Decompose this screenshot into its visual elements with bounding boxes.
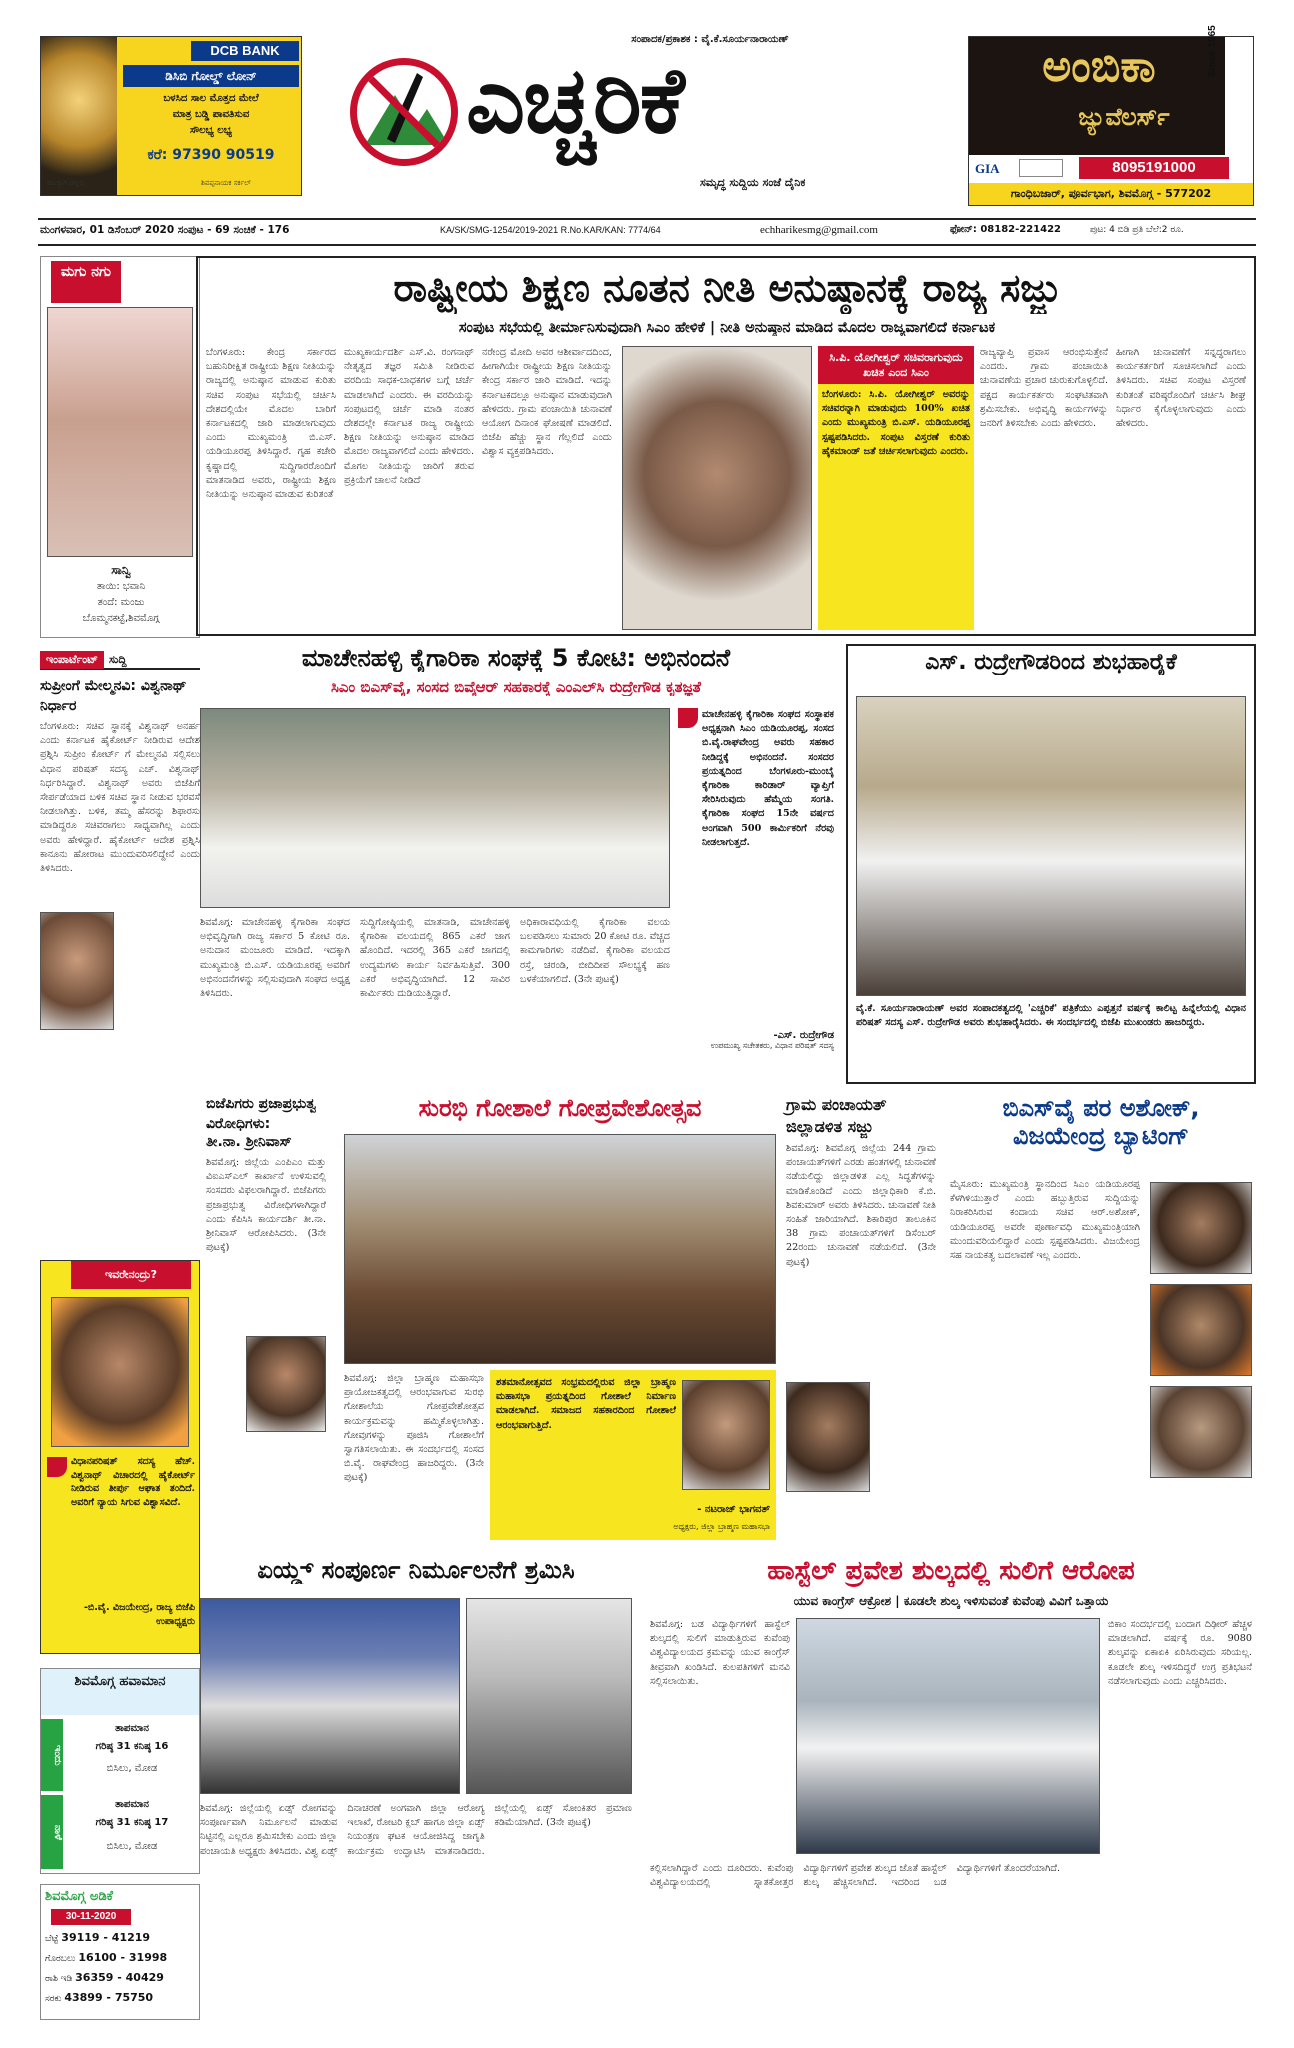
dcb-line1: ಬಳಸಿದ ಸಾಲ ಮೊತ್ತದ ಮೇಲೆ <box>163 93 259 104</box>
rudregowda-story <box>846 644 1256 1084</box>
hostel-caption: ಕಲ್ಲಿಸಲಾಗಿದ್ದಾರೆ ಎಂದು ದೂರಿದರು. ಕುವೆಂಪು ವಿಶ್ವವಿದ್ಯಾಲಯದಲ್ಲಿ ಸ್ನಾತಕೋತ್ತರ ವಿದ್ಯಾರ್ಥಿಗಳಿಗೆ ಪ್ರವೇಶ ಶುಲ್ಕದ ಜೊತೆ ಹಾಸ್ಟೆಲ್ ಶುಲ್ಕ ಹೆಚ್ಚಿಸಲಾಗಿದೆ. ಇದರಿಂದ ಬಡ ವಿದ್ಯಾರ್ಥಿಗಳಿಗೆ ತೊಂದರೆಯಾಗಿದೆ. <box>650 1863 1060 1889</box>
machenahalli-quote-role: ಉಪಮುಖ್ಯ ಸಚೇತಕರು, ವಿಧಾನ ಪರಿಷತ್ ಸದಸ್ಯ <box>710 1041 834 1050</box>
important-news-box <box>40 648 200 1208</box>
quote-mark-icon <box>678 708 698 728</box>
hostel-story <box>646 1556 1256 2026</box>
lead-sidebar-caption: ಸಿ.ಪಿ. ಯೋಗೀಶ್ವರ್ ಸಚಿವರಾಗುವುದು ಖಚಿತ ಎಂದ ಸಿಎಂ <box>818 346 974 384</box>
rate-type: ಸರಕು <box>45 1994 62 2004</box>
registration-number: KA/SK/SMG-1254/2019-2021 R.No.KAR/KAN: 7774/64 <box>440 225 661 235</box>
rate-value: 16100 - 31998 <box>78 1951 168 1964</box>
ambika-name: ಅಂಬಿಕಾ <box>1042 41 1156 92</box>
ashok-headline-1[interactable]: ಬಿಎಸ್‌ವೈ ಪರ ಅಶೋಕ್, <box>1002 1094 1200 1122</box>
vishwanath-photo <box>40 912 114 1030</box>
dcb-foot2: ಶಿವಪ್ಪನಾಯಕ ಸರ್ಕಲ್ <box>201 179 251 187</box>
vijayendra-photo <box>51 1297 189 1447</box>
sc-headline: ಸುಪ್ರೀಂಗೆ ಮೇಲ್ಮನವಿ: ವಿಶ್ವನಾಥ್ ನಿರ್ಧಾರ <box>40 678 187 714</box>
bjp-name: ತೀ.ನಾ. ಶ್ರೀನಿವಾಸ್ <box>206 1134 292 1150</box>
rate-row <box>45 1991 197 2004</box>
price: ಪುಟ: 4 ಬಿಡಿ ಪ್ರತಿ ಬೆಲೆ:2 ರೂ. <box>1090 225 1184 235</box>
ad-dcb-bank[interactable] <box>40 36 302 196</box>
ambika-since: Since 1965 <box>1207 25 1218 77</box>
dcb-logo: DCB BANK <box>191 41 299 61</box>
weather-tomorrow-label: ತಾಪಮಾನ <box>115 1799 149 1810</box>
srinivas-photo <box>246 1336 326 1432</box>
phone: ಫೋನ್: 08182-221422 <box>950 224 1062 235</box>
rudregowda-photo <box>856 696 1246 996</box>
weather-today-tag: ಇಂದು <box>41 1719 63 1791</box>
important-tag-label: ಇಂಪಾರ್ಟೆಂಟ್ <box>40 651 104 669</box>
machenahalli-quote <box>678 708 834 1082</box>
aids-headline[interactable]: ಏಯ್ಡ್ಸ್ ಸಂಪೂರ್ಣ ನಿರ್ಮೂಲನೆಗೆ ಶ್ರಮಿಸಿ <box>257 1556 575 1584</box>
aids-photo-2 <box>466 1598 632 1794</box>
gold-necklace-image <box>41 37 117 195</box>
ashok-photo-1 <box>1150 1182 1252 1274</box>
lead-story <box>196 256 1256 636</box>
rate-value: 39119 - 41219 <box>61 1931 151 1944</box>
important-tag-label2: ಸುದ್ದಿ <box>109 653 127 666</box>
sc-text: ಬೆಂಗಳೂರು: ಸಚಿವ ಸ್ಥಾನಕ್ಕೆ ವಿಶ್ವನಾಥ್ ಅನರ್ಹ ಎಂದು ಕರ್ನಾಟಕ ಹೈಕೋರ್ಟ್ ನೀಡಿರುವ ಆದೇಶ ಪ್ರಶ್ನಿಸಿ ಸುಪ್ರೀಂ ಕೋರ್ಟ್ ಗೆ ಮೇಲ್ಮನವಿ ಸಲ್ಲಿಸಲು ವಿಧಾನ ಪರಿಷತ್ ಸದಸ್ಯ ಎಚ್. ವಿಶ್ವನಾಥ್ ನಿರ್ಧರಿಸಿದ್ದಾರೆ. ವಿಶ್ವನಾಥ್ ಅವರು ಬಿಜೆಪಿಗೆ ಸೇರ್ಪಡೆಯಾದ ಬಳಿಕ ಸಚಿವ ಸ್ಥಾನ ನೀಡುವ ಭರವಸೆ ನೀಡಲಾಗಿತ್ತು. ಬಳಿಕ, ತಮ್ಮ ಹೆಸರನ್ನು ಶಿಫಾರಸು ಮಾಡಿದ್ದರೂ ಸಚಿವರಾಗಲು ಸಾಧ್ಯವಾಗಿಲ್ಲ ಎಂದು ಅವರು ಹೇಳಿದ್ದಾರೆ. ಹೈಕೋರ್ಟ್ ಆದೇಶ ಪ್ರಶ್ನಿಸಿ ಕಾನೂನು ಹೋರಾಟ ಮುಂದುವರಿಸಲಿದ್ದೇನೆ ಎಂದು ತಿಳಿಸಿದರು. <box>40 721 200 875</box>
arecanut-box <box>40 1884 200 2020</box>
rudregowda-headline[interactable]: ಎಸ್. ರುದ್ರೇಗೌಡರಿಂದ ಶುಭಹಾರೈಕೆ <box>925 650 1177 675</box>
machenahalli-headline[interactable]: ಮಾಚೇನಹಳ್ಳಿ ಕೈಗಾರಿಕಾ ಸಂಘಕ್ಕೆ 5 ಕೋಟಿ: ಅಭಿನಂದನೆ <box>301 644 731 672</box>
kid-mother: ತಾಯಿ: ಭವಾನಿ <box>96 581 146 592</box>
hallmark-icon <box>1019 159 1063 177</box>
rate-row <box>45 1951 197 1964</box>
hostel-headline[interactable]: ಹಾಸ್ಟೆಲ್ ಪ್ರವೇಶ ಶುಲ್ಕದಲ್ಲಿ ಸುಲಿಗೆ ಆರೋಪ <box>767 1556 1135 1586</box>
gp-headline[interactable]: ಗ್ರಾಮ ಪಂಚಾಯತ್ ಜಿಲ್ಲಾಡಳಿತ ಸಜ್ಜು <box>786 1095 887 1136</box>
cm-photo <box>622 346 812 630</box>
dcb-phone[interactable]: ಕರೆ: 97390 90519 <box>147 147 275 163</box>
lead-sidebar <box>818 346 974 630</box>
quote-mark-icon <box>47 1457 67 1477</box>
dateline: ಮಂಗಳವಾರ, 01 ಡಿಸೆಂಬರ್ 2020 ಸಂಪುಟ - 69 ಸಂಚಿಕೆ - 176 <box>40 224 290 236</box>
rate-row <box>45 1931 197 1944</box>
ambika-address: ಗಾಂಧಿಬಜಾರ್, ಪೂರ್ವಭಾಗ, ಶಿವಮೊಗ್ಗ - 577202 <box>969 183 1253 205</box>
hostel-subhead: ಯುವ ಕಾಂಗ್ರೆಸ್ ಆಕ್ರೋಶ | ಕೂಡಲೇ ಶುಲ್ಕ ಇಳಿಸುವಂತೆ ಕುವೆಂಪು ವಿವಿಗೆ ಒತ್ತಾಯ <box>793 1594 1109 1608</box>
quote-header: ಇವರೇನಂದ್ರು? <box>71 1261 191 1289</box>
dcb-foot1: ಹಣಕ್ಕಾಗಿ ಚಿನ್ನವು <box>47 179 85 187</box>
surabhi-text: ಶಿವಮೊಗ್ಗ: ಜಿಲ್ಲಾ ಬ್ರಾಹ್ಮಣ ಮಹಾಸಭಾ ಪ್ರಾಯೋಜಕತ್ವದಲ್ಲಿ ಆರಂಭವಾಗುವ ಸುರಭಿ ಗೋಶಾಲೆಯ ಗೋಪ್ರವೇಶೋತ್ಸವ ಕಾರ್ಯಕ್ರಮವನ್ನು ಹಮ್ಮಿಕೊಳ್ಳಲಾಗಿತ್ತು. ಗೋವುಗಳನ್ನು ಪೂಜಿಸಿ ಗೋಶಾಲೆಗೆ ಸ್ವಾಗತಿಸಲಾಯಿತು. ಈ ಸಂದರ್ಭದಲ್ಲಿ ಸಂಸದ ಬಿ.ವೈ. ರಾಘವೇಂದ್ರ ಹಾಜರಿದ್ದರು. (3ನೇ ಪುಟಕ್ಕೆ) <box>344 1373 484 1484</box>
aids-story <box>196 1556 636 2026</box>
bjp-headline[interactable]: ಬಿಜೆಪಿಗರು ಪ್ರಜಾಪ್ರಭುತ್ವ ವಿರೋಧಿಗಳು: <box>206 1096 317 1132</box>
lead-col-5: ರಾಜ್ಯವ್ಯಾಪ್ತಿ ಪ್ರವಾಸ ಆರಂಭಿಸುತ್ತೇನೆ ಎಂದರು. ಗ್ರಾಮ ಪಂಚಾಯಿತಿ ಚುನಾವಣೆಯ ಪ್ರಚಾರ ಚುರುಕುಗೊಳ್ಳಲಿದೆ. ಪಕ್ಷದ ಕಾರ್ಯಕರ್ತರು ಸಂಘಟಿತವಾಗಿ ಶ್ರಮಿಸಬೇಕು. ಅಭಿವೃದ್ಧಿ ಕಾರ್ಯಗಳನ್ನು ಜನರಿಗೆ ತಿಳಿಸಬೇಕು ಎಂದು ಹೇಳಿದರು. <box>980 347 1108 430</box>
kid-header: ಮಗು ನಗು <box>51 261 121 303</box>
kid-name: ಸಾನ್ವಿ <box>111 563 131 577</box>
hostel-col-1: ಶಿವಮೊಗ್ಗ: ಬಡ ವಿದ್ಯಾರ್ಥಿಗಳಿಗೆ ಹಾಸ್ಟೆಲ್ ಶುಲ್ಕದಲ್ಲಿ ಸುಲಿಗೆ ಮಾಡುತ್ತಿರುವ ಕುವೆಂಪು ವಿಶ್ವವಿದ್ಯಾಲಯದ ಕ್ರಮವನ್ನು ಯುವ ಕಾಂಗ್ರೆಸ್ ತೀವ್ರವಾಗಿ ಖಂಡಿಸಿದೆ. ಕುಲಪತಿಗಳಿಗೆ ಮನವಿ ಸಲ್ಲಿಸಲಾಯಿತು. <box>650 1619 790 1687</box>
machenahalli-col-2: ಸುದ್ದಿಗೋಷ್ಠಿಯಲ್ಲಿ ಮಾತನಾಡಿ, ಮಾಚೇನಹಳ್ಳಿ ಕೈಗಾರಿಕಾ ವಲಯದಲ್ಲಿ 865 ಎಕರೆ ಜಾಗ ಹೊಂದಿದೆ. ಇದರಲ್ಲಿ 365 ಎಕರೆ ಜಾಗದಲ್ಲಿ ಉದ್ಯಮಗಳು ಕಾರ್ಯ ನಿರ್ವಹಿಸುತ್ತಿವೆ. 300 ಎಕರೆ ಅಭಿವೃದ್ಧಿಯಾಗಿದೆ. 12 ಸಾವಿರ ಕಾರ್ಮಿಕರು ದುಡಿಯುತ್ತಿದ್ದಾರೆ. <box>360 917 510 1000</box>
surabhi-quote-role: ಅಧ್ಯಕ್ಷರು, ಜಿಲ್ಲಾ ಬ್ರಾಹ್ಮಣ ಮಹಾಸಭಾ <box>673 1522 770 1531</box>
surabhi-quote-text: ಶತಮಾನೋತ್ಸವದ ಸಂಭ್ರಮದಲ್ಲಿರುವ ಜಿಲ್ಲಾ ಬ್ರಾಹ್ಮಣ ಮಹಾಸಭಾ ಪ್ರಯತ್ನದಿಂದ ಗೋಶಾಲೆ ನಿರ್ಮಾಣ ಮಾಡಲಾಗಿದೆ. ಸಮಾಜದ ಸಹಕಾರದಿಂದ ಗೋಶಾಲೆ ಆರಂಭವಾಗುತ್ತಿದೆ. <box>496 1377 676 1431</box>
bjp-story <box>200 1108 201 1109</box>
dcb-line3: ಸೌಲಭ್ಯ ಲಭ್ಯ <box>190 125 232 136</box>
lead-headline[interactable]: ರಾಷ್ಟ್ರೀಯ ಶಿಕ್ಷಣ ನೂತನ ನೀತಿ ಅನುಷ್ಠಾನಕ್ಕೆ ರಾಜ್ಯ ಸಜ್ಜು <box>393 266 1061 310</box>
surabhi-headline[interactable]: ಸುರಭಿ ಗೋಶಾಲೆ ಗೋಪ್ರವೇಶೋತ್ಸವ <box>418 1094 702 1122</box>
weather-tomorrow-tag: ನಾಳೆ <box>41 1795 63 1869</box>
dc-photo <box>786 1382 870 1492</box>
masthead <box>0 0 1294 236</box>
weather-box <box>40 1668 200 1874</box>
aids-text: ಶಿವಮೊಗ್ಗ: ಜಿಲ್ಲೆಯಲ್ಲಿ ಏಡ್ಸ್ ರೋಗವನ್ನು ಸಂಪೂರ್ಣವಾಗಿ ನಿರ್ಮೂಲನೆ ಮಾಡುವ ನಿಟ್ಟಿನಲ್ಲಿ ಎಲ್ಲರೂ ಶ್ರಮಿಸಬೇಕು ಎಂದು ಜಿಲ್ಲಾ ಪಂಚಾಯತಿ ಅಧ್ಯಕ್ಷರು ತಿಳಿಸಿದರು. ವಿಶ್ವ ಏಡ್ಸ್ ದಿನಾಚರಣೆ ಅಂಗವಾಗಿ ಜಿಲ್ಲಾ ಆರೋಗ್ಯ ಇಲಾಖೆ, ರೋಟರಿ ಕ್ಲಬ್ ಹಾಗೂ ಜಿಲ್ಲಾ ಏಡ್ಸ್ ನಿಯಂತ್ರಣ ಘಟಕ ಆಯೋಜಿಸಿದ್ದ ಜಾಗೃತಿ ಕಾರ್ಯಕ್ರಮ ಉದ್ಘಾಟಿಸಿ ಮಾತನಾಡಿದರು. ಜಿಲ್ಲೆಯಲ್ಲಿ ಏಡ್ಸ್ ಸೋಂಕಿತರ ಪ್ರಮಾಣ ಕಡಿಮೆಯಾಗಿದೆ. (3ನೇ ಪುಟಕ್ಕೆ) <box>200 1803 632 1857</box>
lead-col-2: ಮುಖ್ಯಕಾರ್ಯದರ್ಶಿ ಎಸ್.ವಿ. ರಂಗನಾಥ್ ನೇತೃತ್ವದ ತಜ್ಞರ ಸಮಿತಿ ನೀಡಿರುವ ವರದಿಯ ಸಾಧಕ-ಬಾಧಕಗಳ ಬಗ್ಗೆ ಚರ್ಚೆ ಮಾಡಲಾಗಿದೆ ಎಂದರು. ಈ ವರದಿಯನ್ನು ಸಂಪುಟದಲ್ಲಿ ಚರ್ಚೆ ಮಾಡಿ ನಂತರ ದೇಶದಲ್ಲೇ ಕರ್ನಾಟಕ ರಾಜ್ಯ ರಾಷ್ಟ್ರೀಯ ಶಿಕ್ಷಣ ನೀತಿಯನ್ನು ಅನುಷ್ಠಾನ ಮಾಡಿದ ಮೊದಲ ರಾಜ್ಯವಾಗಲಿದೆ ಎಂದು ಹೇಳಿದರು. ಮೊಗಲ ನೀತಿಯನ್ನು ಜಾರಿಗೆ ತರುವ ಪ್ರಕ್ರಿಯೆಗೆ ಚಾಲನೆ ನೀಡಿದೆ <box>344 347 474 486</box>
rudregowda-caption: ವೈ.ಕೆ. ಸೂರ್ಯನಾರಾಯಣ್ ಅವರ ಸಂಪಾದಕತ್ವದಲ್ಲಿ 'ಎಚ್ಚರಿಕೆ' ಪತ್ರಿಕೆಯು ಎಪ್ಪತ್ತನೆ ವರ್ಷಕ್ಕೆ ಕಾಲಿಟ್ಟ ಹಿನ್ನೆಲೆಯಲ್ಲಿ ವಿಧಾನ ಪರಿಷತ್ ಸದಸ್ಯ ಎಸ್. ರುದ್ರೇಗೌಡ ಅವರು ಶುಭಹಾರೈಸಿದರು. ಈ ಸಂದರ್ಭದಲ್ಲಿ ಬಿಜೆಪಿ ಮುಖಂಡರು ಹಾಜರಿದ್ದರು. <box>856 1003 1246 1029</box>
aids-photo-1 <box>200 1598 460 1794</box>
ashok-photo-3 <box>1150 1386 1252 1478</box>
weather-tomorrow-value: ಗರಿಷ್ಠ 31 ಕನಿಷ್ಠ 17 <box>95 1817 169 1828</box>
gia-logo: GIA <box>975 161 1000 176</box>
kid-father: ತಂದೆ: ಮಂಜು <box>97 597 145 608</box>
machenahalli-quote-by: -ಎಸ್. ರುದ್ರೇಗೌಡ <box>773 1030 834 1041</box>
rate-type: ಗೊರಬಲು <box>45 1954 76 1964</box>
weather-today-value: ಗರಿಷ್ಠ 31 ಕನಿಷ್ಠ 16 <box>95 1741 169 1752</box>
ad-ambika-jewellers[interactable] <box>968 25 1254 206</box>
ambika-phone[interactable]: 8095191000 <box>1079 157 1229 179</box>
lead-sidebar-text: ಬೆಂಗಳೂರು: ಸಿ.ಪಿ. ಯೋಗೀಶ್ವರ್ ಅವರನ್ನು ಸಚಿವರನ್ನಾಗಿ ಮಾಡುವುದು 100% ಖಚಿತ ಎಂದು ಮುಖ್ಯಮಂತ್ರಿ ಬಿ.ಎಸ್. ಯಡಿಯೂರಪ್ಪ ಸ್ಪಷ್ಟಪಡಿಸಿದರು. ಸಂಪುಟ ವಿಸ್ತರಣೆ ಕುರಿತು ಹೈಕಮಾಂಡ್ ಜತೆ ಚರ್ಚಿಸಲಾಗುವುದು ಎಂದರು. <box>822 389 970 457</box>
masthead-title: ಎಚ್ಚರಿಕೆ <box>466 47 683 154</box>
rate-type: ಬೆಟ್ಟೆ <box>45 1934 59 1944</box>
dcb-title: ಡಿಸಿಬಿ ಗೋಲ್ಡ್ ಲೋನ್ <box>123 65 299 87</box>
machenahalli-subhead: ಸಿಎಂ ಬಿಎಸ್‌ವೈ, ಸಂಸದ ಬಿವೈಆರ್ ಸಹಕಾರಕ್ಕೆ ಎಂಎಲ್‌ಸಿ ರುದ್ರೇಗೌಡ ಕೃತಜ್ಞತೆ <box>330 678 702 696</box>
email[interactable]: echharikesmg@gmail.com <box>760 224 878 236</box>
machenahalli-photo <box>200 708 670 908</box>
dateline-rule <box>38 244 1256 246</box>
quote-box <box>40 1260 200 1654</box>
arecanut-header: ಶಿವಮೊಗ್ಗ ಅಡಿಕೆ <box>45 1889 114 1904</box>
bjp-text: ಶಿವಮೊಗ್ಗ: ಜಿಲ್ಲೆಯ ಎಂಪಿಎಂ ಮತ್ತು ವಿಐಎಸ್ಎಲ್ ಕಾರ್ಖಾನೆ ಉಳಿಸುವಲ್ಲಿ ಸಂಸದರು ವಿಫಲರಾಗಿದ್ದಾರೆ. ಬಿಜೆಪಿಗರು ಪ್ರಜಾಪ್ರಭುತ್ವ ವಿರೋಧಿಗಳಾಗಿದ್ದಾರೆ ಎಂದು ಕೆಪಿಸಿಸಿ ಕಾರ್ಯದರ್ಶಿ ತೀ.ನಾ. ಶ್ರೀನಿವಾಸ್ ಆರೋಪಿಸಿದರು. (3ನೇ ಪುಟಕ್ಕೆ) <box>206 1157 326 1254</box>
weather-tomorrow-sky: ಬಿಸಿಲು, ಮೋಡ <box>106 1841 158 1852</box>
ashok-story <box>946 1094 1256 1544</box>
dcb-line2: ಮಾತ್ರ ಬಡ್ಡಿ ಪಾವತಿಸುವ <box>172 109 250 120</box>
kid-photo <box>47 307 193 557</box>
gp-text: ಶಿವಮೊಗ್ಗ: ಶಿವಮೊಗ್ಗ ಜಿಲ್ಲೆಯ 244 ಗ್ರಾಮ ಪಂಚಾಯತ್‌ಗಳಿಗೆ ಎರಡು ಹಂತಗಳಲ್ಲಿ ಚುನಾವಣೆ ನಡೆಯಲಿದ್ದು ಜಿಲ್ಲಾಡಳಿತ ಎಲ್ಲ ಸಿದ್ಧತೆಗಳನ್ನು ಮಾಡಿಕೊಂಡಿದೆ ಎಂದು ಜಿಲ್ಲಾಧಿಕಾರಿ ಕೆ.ಬಿ. ಶಿವಕುಮಾರ್ ಅವರು ತಿಳಿಸಿದರು. ಚುನಾವಣೆ ನೀತಿ ಸಂಹಿತೆ ಜಾರಿಯಾಗಿದೆ. ಶಿಕಾರಿಪುರ ತಾಲೂಕಿನ 38 ಗ್ರಾಮ ಪಂಚಾಯತ್‌ಗಳಿಗೆ ಡಿಸೆಂಬರ್ 22ರಂದು ಚುನಾವಣೆ ನಡೆಯಲಿದೆ. (3ನೇ ಪುಟಕ್ಕೆ) <box>786 1143 936 1268</box>
natraj-photo <box>682 1380 770 1490</box>
lead-subhead: ಸಂಪುಟ ಸಭೆಯಲ್ಲಿ ತೀರ್ಮಾನಿಸುವುದಾಗಿ ಸಿಎಂ ಹೇಳಿಕೆ | ನೀತಿ ಅನುಷ್ಠಾನ ಮಾಡಿದ ಮೊದಲ ರಾಜ್ಯವಾಗಲಿದೆ ಕರ್ನಾಟಕ <box>458 320 996 336</box>
masthead-rule <box>38 218 1256 220</box>
machenahalli-col-1: ಶಿವಮೊಗ್ಗ: ಮಾಚೇನಹಳ್ಳಿ ಕೈಗಾರಿಕಾ ಸಂಘದ ಅಭಿವೃದ್ಧಿಗಾಗಿ ರಾಜ್ಯ ಸರ್ಕಾರ 5 ಕೋಟಿ ರೂ. ಅನುದಾನ ಮಂಜೂರು ಮಾಡಿದೆ. ಇದಕ್ಕಾಗಿ ಮುಖ್ಯಮಂತ್ರಿ ಬಿ.ಎಸ್. ಯಡಿಯೂರಪ್ಪ ಅವರಿಗೆ ಅಭಿನಂದನೆಗಳನ್ನು ಸಲ್ಲಿಸುವುದಾಗಿ ಸಂಘದ ಅಧ್ಯಕ್ಷ ತಿಳಿಸಿದರು. <box>200 917 350 1000</box>
ashok-photo-2 <box>1150 1284 1252 1376</box>
kid-place: ಬೊಮ್ಮನಕಟ್ಟೆ,ಶಿವಮೊಗ್ಗ <box>82 613 160 624</box>
quote-text: ವಿಧಾನಪರಿಷತ್ ಸದಸ್ಯ ಹೆಚ್. ವಿಶ್ವನಾಥ್ ವಿಚಾರದಲ್ಲಿ ಹೈಕೋರ್ಟ್ ನೀಡಿರುವ ತೀರ್ಪು ಆಘಾತ ತಂದಿದೆ. ಅವರಿಗೆ ನ್ಯಾಯ ಸಿಗುವ ವಿಶ್ವಾಸವಿದೆ. <box>71 1456 195 1508</box>
weather-header: ಶಿವಮೊಗ್ಗ ಹವಾಮಾನ <box>41 1669 199 1715</box>
masthead-tagline: ಸಮೃದ್ಧ ಸುದ್ದಿಯ ಸಂಜೆ ದೈನಿಕ <box>700 176 806 189</box>
masthead-logo-icon <box>350 58 458 166</box>
machenahalli-story <box>196 644 836 1084</box>
kid-box <box>40 256 200 638</box>
editor-line: ಸಂಪಾದಕ/ಪ್ರಕಾಶಕ : ವೈ.ಕೆ.ಸೂರ್ಯನಾರಾಯಣ್ <box>631 34 789 45</box>
surabhi-quote <box>490 1370 776 1540</box>
quote-by: -ಬಿ.ವೈ. ವಿಜಯೇಂದ್ರ, ರಾಜ್ಯ ಬಿಜೆಪಿ ಉಪಾಧ್ಯಕ್ಷರು <box>83 1602 195 1627</box>
important-tag <box>40 648 200 670</box>
rate-value: 36359 - 40429 <box>75 1971 164 1984</box>
gramapanchayat-story <box>786 1094 936 1544</box>
ashok-text: ಮೈಸೂರು: ಮುಖ್ಯಮಂತ್ರಿ ಸ್ಥಾನದಿಂದ ಸಿಎಂ ಯಡಿಯೂರಪ್ಪ ಕೆಳಗಿಳಿಯುತ್ತಾರೆ ಎಂದು ಹಬ್ಬುತ್ತಿರುವ ಸುದ್ದಿಯನ್ನು ನಿರಾಕರಿಸಿರುವ ಕಂದಾಯ ಸಚಿವ ಆರ್.ಅಶೋಕ್, ಯಡಿಯೂರಪ್ಪ ಅವರೇ ಪೂರ್ಣಾವಧಿ ಮುಖ್ಯಮಂತ್ರಿಯಾಗಿ ಮುಂದುವರಿಯಲಿದ್ದಾರೆ ಎಂದು ಸ್ಪಷ್ಟಪಡಿಸಿದರು. ವಿಜಯೇಂದ್ರ ಸಹ ನಾಯಕತ್ವ ಬದಲಾವಣೆ ಇಲ್ಲ ಎಂದರು. <box>950 1179 1140 1262</box>
machenahalli-col-3: ಅಧಿಕಾರಾವಧಿಯಲ್ಲಿ ಕೈಗಾರಿಕಾ ವಲಯ ಬಲಪಡಿಸಲು ಸುಮಾರು 20 ಕೋಟಿ ರೂ. ವೆಚ್ಚದ ಕಾಮಗಾರಿಗಳು ನಡೆದಿವೆ. ಕೈಗಾರಿಕಾ ವಲಯದ ರಸ್ತೆ, ಚರಂಡಿ, ಬೀದಿದೀಪ ಸೌಲಭ್ಯಕ್ಕೆ ಹಣ ಬಳಕೆಯಾಗಲಿದೆ. (3ನೇ ಪುಟಕ್ಕೆ) <box>520 917 670 985</box>
machenahalli-quote-text: ಮಾಚೇನಹಳ್ಳಿ ಕೈಗಾರಿಕಾ ಸಂಘದ ಸಂಸ್ಥಾಪಕ ಅಧ್ಯಕ್ಷನಾಗಿ ಸಿಎಂ ಯಡಿಯೂರಪ್ಪ, ಸಂಸದ ಬಿ.ವೈ.ರಾಘವೇಂದ್ರ ಅವರು ಸಹಕಾರ ನೀಡಿದ್ದಕ್ಕೆ ಅಭಿನಂದನೆ. ಸಂಸದರ ಪ್ರಯತ್ನದಿಂದ ಬೆಂಗಳೂರು-ಮುಂಬೈ ಕೈಗಾರಿಕಾ ಕಾರಿಡಾರ್ ವ್ಯಾಪ್ತಿಗೆ ಸೇರಿಸಿರುವುದು ಹೆಮ್ಮೆಯ ಸಂಗತಿ. ಕೈಗಾರಿಕಾ ಸಂಘದ 15ನೇ ವರ್ಷದ ಅಂಗವಾಗಿ 500 ಕಾರ್ಮಿಕರಿಗೆ ನೆರವು ನೀಡಲಾಗುತ್ತದೆ. <box>702 709 834 848</box>
rate-value: 43899 - 75750 <box>64 1991 154 2004</box>
ambika-jewellery: ಜ್ಯುವೆಲರ್ಸ್ <box>1078 103 1170 131</box>
surabhi-story <box>340 1094 780 1544</box>
lead-col-6: ಹೀಗಾಗಿ ಚುನಾವಣೆಗೆ ಸನ್ನದ್ಧರಾಗಲು ಕಾರ್ಯಕರ್ತರಿಗೆ ಸೂಚಿಸಲಾಗಿದೆ ಎಂದು ತಿಳಿಸಿದರು. ಸಚಿವ ಸಂಪುಟ ವಿಸ್ತರಣೆ ಕುರಿತಂತೆ ವರಿಷ್ಠರೊಂದಿಗೆ ಚರ್ಚಿಸಿ ಶೀಘ್ರ ನಿರ್ಧಾರ ಕೈಗೊಳ್ಳಲಾಗುವುದು ಎಂದು ಹೇಳಿದರು. <box>1116 347 1246 430</box>
weather-today-label: ತಾಪಮಾನ <box>115 1723 149 1734</box>
rate-type: ರಾಶಿ ಇಡಿ <box>45 1974 73 1984</box>
weather-today-sky: ಬಿಸಿಲು, ಮೋಡ <box>106 1763 158 1774</box>
bjp-opposition-story <box>206 1094 326 1534</box>
hostel-photo <box>796 1618 1100 1854</box>
rate-row <box>45 1971 197 1984</box>
surabhi-quote-by: - ನಟರಾಜ್ ಭಾಗವತ್ <box>697 1504 770 1515</box>
ashok-headline-2[interactable]: ವಿಜಯೇಂದ್ರ ಬ್ಯಾಟಿಂಗ್ <box>1013 1122 1189 1150</box>
lead-col-3: ನರೇಂದ್ರ ಮೋದಿ ಅವರ ಆಶೀರ್ವಾದದಿಂದ, ಹೀಗಾಗಿಯೇ ರಾಷ್ಟ್ರೀಯ ಶಿಕ್ಷಣ ನೀತಿಯನ್ನು ಕೇಂದ್ರ ಸರ್ಕಾರ ಜಾರಿ ಮಾಡಿದೆ. ಇದನ್ನು ಕರ್ನಾಟಕದಲ್ಲೂ ಅನುಷ್ಠಾನ ಮಾಡುವುದಾಗಿ ಹೇಳಿದರು. ಗ್ರಾಮ ಪಂಚಾಯಿತಿ ಚುನಾವಣೆ ಆಯೋಗ ದಿನಾಂಕ ಘೋಷಣೆ ಮಾಡಲಿದೆ. ಬಿಜೆಪಿ ಹೆಚ್ಚು ಸ್ಥಾನ ಗೆಲ್ಲಲಿದೆ ಎಂದು ವಿಶ್ವಾಸ ವ್ಯಕ್ತಪಡಿಸಿದರು. <box>482 347 612 458</box>
arecanut-date: 30-11-2020 <box>51 1909 131 1925</box>
surabhi-photo <box>344 1134 776 1364</box>
hostel-col-3: ಬಿಕಾಂ ಸಂದರ್ಭದಲ್ಲಿ ಬಂದಾಗ ದಿಢೀರ್ ಹೆಚ್ಚಳ ಮಾಡಲಾಗಿದೆ. ವರ್ಷಕ್ಕೆ ರೂ. 9080 ಶುಲ್ಕವನ್ನು ಏಕಾಏಕಿ ಏರಿಸಿರುವುದು ಸರಿಯಲ್ಲ. ಕೂಡಲೇ ಶುಲ್ಕ ಇಳಿಸದಿದ್ದರೆ ಉಗ್ರ ಪ್ರತಿಭಟನೆ ನಡೆಸಲಾಗುವುದು ಎಂದು ಎಚ್ಚರಿಸಿದರು. <box>1108 1619 1252 1687</box>
lead-col-1: ಬೆಂಗಳೂರು: ಕೇಂದ್ರ ಸರ್ಕಾರದ ಬಹುನಿರೀಕ್ಷಿತ ರಾಷ್ಟ್ರೀಯ ಶಿಕ್ಷಣ ನೀತಿಯನ್ನು ರಾಜ್ಯದಲ್ಲಿ ಅನುಷ್ಠಾನ ಮಾಡುವ ಕುರಿತು ಸಚಿವ ಸಂಪುಟ ಸಭೆಯಲ್ಲಿ ಚರ್ಚಿಸಿ ದೇಶದಲ್ಲಿಯೇ ಮೊದಲ ಬಾರಿಗೆ ಕರ್ನಾಟಕದಲ್ಲಿ ಜಾರಿ ಮಾಡಲಾಗುವುದು ಎಂದು ಮುಖ್ಯಮಂತ್ರಿ ಬಿ.ಎಸ್. ಯಡಿಯೂರಪ್ಪ ತಿಳಿಸಿದ್ದಾರೆ. ಗೃಹ ಕಚೇರಿ ಕೃಷ್ಣಾದಲ್ಲಿ ಸುದ್ದಿಗಾರರೊಂದಿಗೆ ಮಾತನಾಡಿದ ಅವರು, ರಾಷ್ಟ್ರೀಯ ಶಿಕ್ಷಣ ನೀತಿಯನ್ನು ಅನುಷ್ಠಾನ ಮಾಡುವ ಕುರಿತಂತೆ <box>206 347 336 501</box>
